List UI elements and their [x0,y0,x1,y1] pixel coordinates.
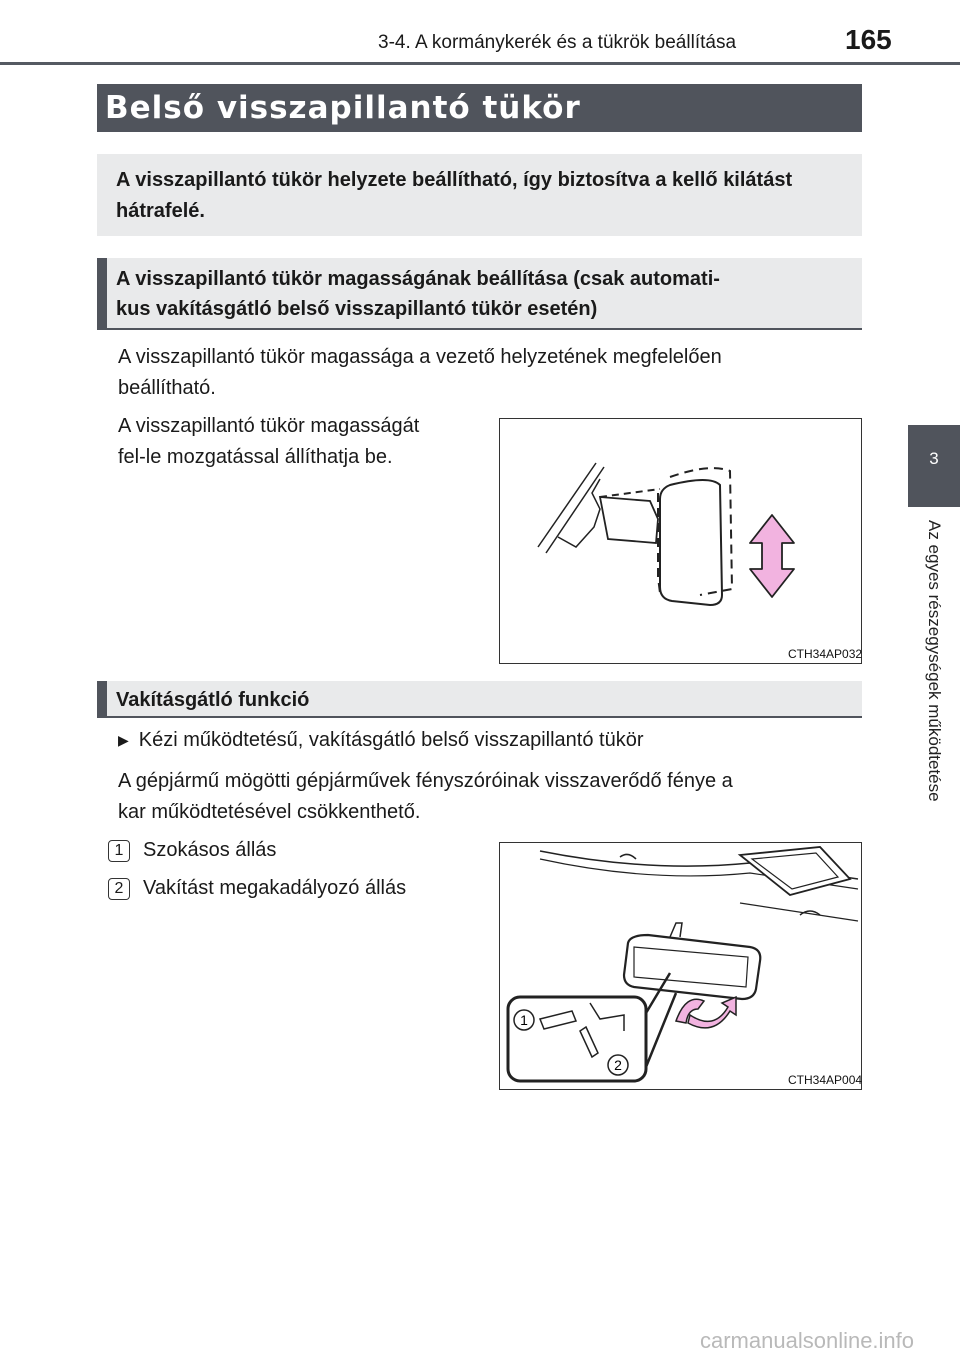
bullet-manual-antiglare [118,729,644,752]
item-label-antiglare-position: Vakítást megakadályozó állás [143,877,407,899]
intro-text: A visszapillantó tükör helyzete beállítható, így biztosítva a kellő kilátást hátrafelé. [116,169,793,222]
antiglare-lever-illustration [500,843,863,1088]
chapter-tab [908,425,960,507]
header-section-title: 3-4. A kormánykerék és a tükrök beállítása [378,32,737,53]
height-adjust-instruction-line2: fel-le mozgatással állíthatja be. [118,446,393,468]
intro-box [97,154,862,236]
section-heading-antiglare-text: Vakításgátló funkció [116,689,310,711]
chapter-side-label [918,520,950,862]
item-number-2: 2 [108,878,130,900]
page-title-bar [97,84,862,132]
header-divider [0,62,960,65]
triangle-bullet-icon: ▶ [118,732,129,748]
callout-2: 2 [614,1057,622,1073]
bullet-manual-antiglare-text: Kézi működtetésű, vakításgátló belső visszapillantó tükör [138,729,644,751]
antiglare-paragraph-line2: kar működtetésével csökkenthető. [118,801,421,823]
chapter-side-label-text: Az egyes részegységek működtetése [925,520,944,802]
page-title: Belső visszapillantó tükör [105,90,581,126]
section-heading-height-adjust-line2: kus vakításgátló belső visszapillantó tükör esetén) [116,298,598,320]
list-item-normal-position [108,839,276,862]
mirror-height-illustration [500,419,863,662]
chapter-tab-number: 3 [929,449,939,468]
figure-mirror-height [499,418,862,664]
callout-1: 1 [520,1012,528,1028]
height-adjust-instruction-line1: A visszapillantó tükör magasságát [118,415,420,437]
height-adjust-paragraph-line1: A visszapillantó tükör magassága a vezető helyzetének megfelelően [118,346,722,368]
height-adjust-paragraph-line2: beállítható. [118,377,216,399]
item-label-normal-position: Szokásos állás [143,839,277,861]
section-heading-height-adjust [97,258,862,330]
item-number-1: 1 [108,840,130,862]
figure-code-2: CTH34AP004 [788,1073,863,1087]
figure-antiglare-lever [499,842,862,1090]
section-heading-antiglare [97,681,862,718]
page-number: 165 [845,24,892,55]
antiglare-paragraph-line1: A gépjármű mögötti gépjárművek fényszóróinak visszaverődő fénye a [118,770,733,792]
up-down-arrow-icon [750,515,794,597]
watermark: carmanualsonline.info [700,1328,915,1353]
list-item-antiglare-position [108,877,406,900]
section-heading-height-adjust-line1: A visszapillantó tükör magasságának beállítása (csak automati- [116,268,720,290]
figure-code-1: CTH34AP032 [788,647,863,661]
